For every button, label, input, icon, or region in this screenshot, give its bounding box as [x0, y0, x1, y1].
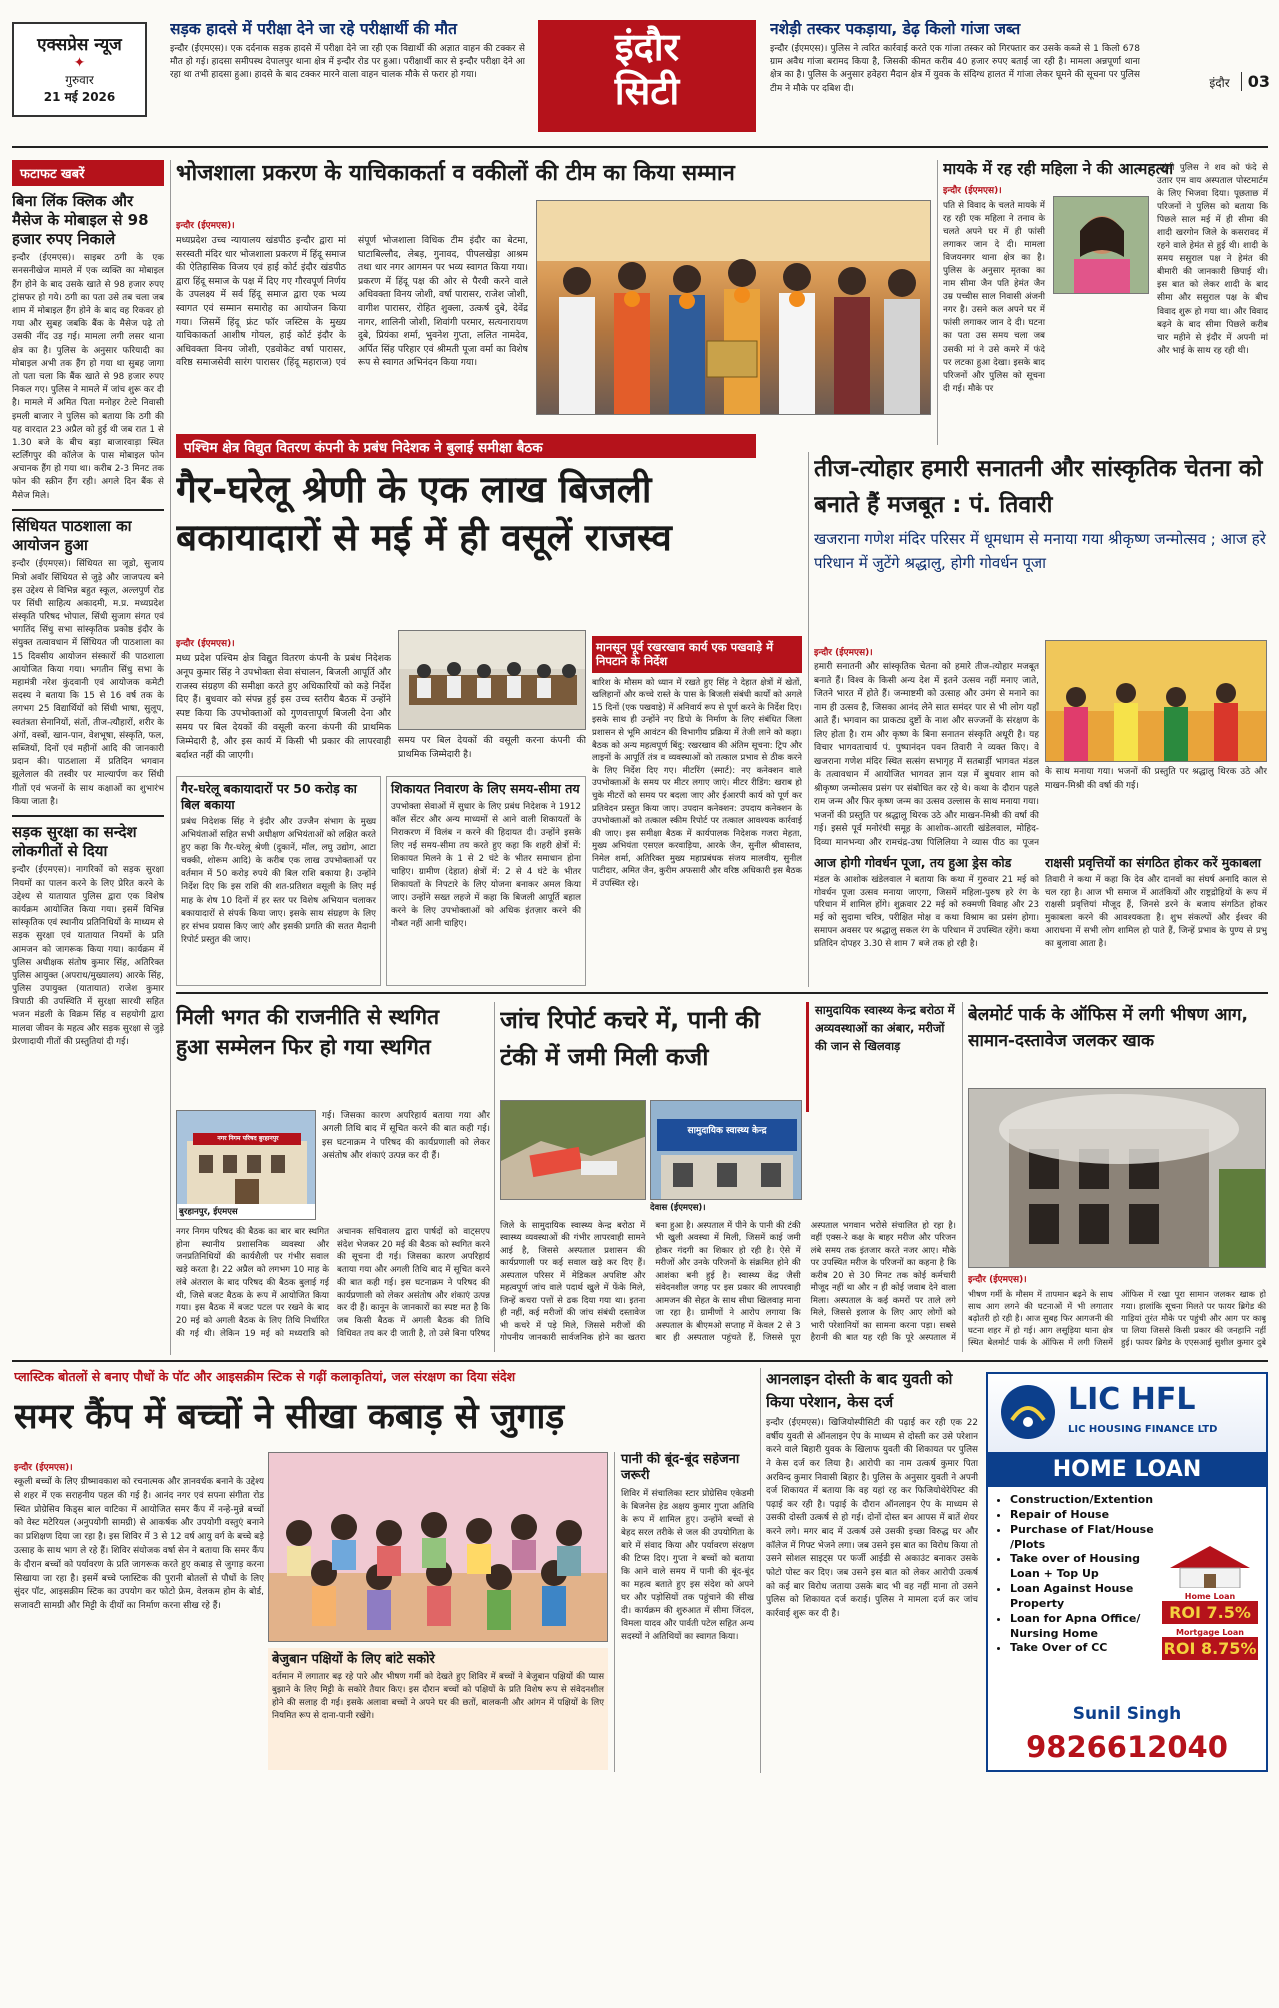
teej-text	[814, 645, 1039, 850]
summer-box	[268, 1648, 608, 1770]
bijli-box3	[592, 636, 802, 986]
bijli-intro	[176, 636, 391, 766]
fire-headline: बेलमोर्ट पार्क के ऑफिस में लगी भीषण आग, सामान-दस्तावेज जलकर खाक	[968, 1005, 1248, 1052]
summer-byline: इन्दौर (ईएमएस)।	[14, 1463, 73, 1473]
jaanch-text	[500, 1220, 956, 1355]
summer-side-title: पानी की बूंद-बूंद सहेजना जरूरी	[621, 1452, 740, 1484]
fire-byline: इन्दौर (ईएमएस)।	[968, 1275, 1027, 1285]
bijli-body: मध्य प्रदेश पश्चिम क्षेत्र विद्युत वितरण कंपनी के प्रबंध निदेशक अनूप कुमार सिंह ने उपभोक्ता सेवा संचालन, बिजली आपूर्ति और राजस्व संग्रहण की समीक्षा करते हुए अधिकारियों को कड़े निर्देश दिए हैं। बुधवार को संपन्न हुई इस उच्च स्तरीय बैठक में उन्होंने स्पष्ट किया कि उपभोक्ताओं को गुणवत्तापूर्ण बिजली देना और समय पर बिल देयकों की वसूली करना कंपनी की प्राथमिक जिम्मेदारी है, और इस कार्य में किसी भी प्रकार की लापरवाही बर्दाश्त नहीं की जाएगी।	[176, 653, 391, 761]
ad-item: • Take over of Housing Loan + Top Up	[1010, 1552, 1170, 1582]
section-flag	[538, 20, 756, 132]
bijli-kicker: पश्चिम क्षेत्र विद्युत वितरण कंपनी के प्रबंध निदेशक ने बुलाई समीक्षा बैठक	[176, 434, 756, 458]
summer-kicker-box	[14, 1368, 754, 1392]
bijli-box2	[386, 776, 586, 986]
ad-item: • Loan Against House Property	[1010, 1582, 1170, 1612]
ad-item: • Loan for Apna Office/ Nursing Home	[1010, 1612, 1170, 1642]
municipal-building-photo	[176, 1110, 316, 1220]
teej-headline: तीज-त्योहार हमारी सनातनी और सांस्कृतिक चेतना को बनाते हैं मजबूत : पं. तिवारी	[814, 456, 1263, 518]
teej-body-cont: के साथ मनाया गया। भजनों की प्रस्तुति पर श्रद्धालु थिरक उठे और माखन-मिश्री की वर्षा की गई।	[1045, 767, 1267, 791]
brand-name: एक्सप्रेस न्यूज	[37, 35, 122, 55]
health-centre-photo	[650, 1100, 802, 1200]
section-title-line1: इंदौर	[614, 25, 680, 69]
summer-kicker: प्लास्टिक बोतलों से बनाए पौधों के पॉट और आइसक्रीम स्टिक से गढ़ीं कलाकृतियां, जल संरक्षण का दिया संदेश	[14, 1369, 516, 1384]
fatafat-body-3: इन्दौर (ईएमएस)। नागरिकों को सड़क सुरक्षा नियमों का पालन करने के लिए प्रेरित करने के उद्देश्य से यातायात पुलिस द्वारा एक विशेष कार्यक्रम आयोजित किया गया। इसमें विभिन्न सांस्कृतिक एवं स्थानीय प्रतिनिधियों के माध्यम से सड़क सुरक्षा एवं यातायात नियमों के प्रति आमजन को जागरूक किया गया। कार्यक्रम में पुलिस अधीक्षक संतोष कुमार सिंह, अतिरिक्त पुलिस आयुक्त (अपराध/मुख्यालय) आरके सिंह, पुलिस उपायुक्त (यातायात) राजेश कुमार त्रिपाठी की उपस्थिति में सुरक्षा सारथी सहित भजन मंडली के विक्रम सिंह व सहयोगी द्वारा मालवा जीवन के महत्व और सड़क सुरक्षा से जुड़े प्रेरणादायी गीतों की प्रस्तुतियां दी गई।	[12, 865, 164, 1047]
top-right-body: इन्दौर (ईएमएस)। पुलिस ने त्वरित कार्रवाई करते एक गांजा तस्कर को गिरफ्तार कर उसके कब्जे से 1 किलो 678 ग्राम अवैध गांजा बरामद किया है, जिसकी कीमत करीब 40 हजार रुपए बताई जा रही है। मामला अन्नपूर्णा थाना क्षेत्र का है। पुलिस के अनुसार हवेहरा मैदान क्षेत्र में युवक के संदिग्ध हालत में गांजा लेकर घूमने की सूचना पर पुलिस टीम ने मौके पर दबिश दी।	[770, 44, 1140, 94]
masthead-rule	[12, 146, 1268, 148]
mili-caption: बुरहानपुर, ईएमएस	[177, 1204, 316, 1219]
bhojshala-headline-box	[176, 160, 931, 190]
jaanch-side-head: सामुदायिक स्वास्थ्य केन्द्र बरोठा में अव्यवस्थाओं का अंबार, मरीजों की जान से खिलवाड़	[815, 1003, 955, 1053]
fire-headline-box	[968, 1002, 1268, 1082]
top-left-story	[170, 20, 525, 130]
fatafat-body-1: इन्दौर (ईएमएस)। साइबर ठगी के एक सनसनीखेज मामले में एक व्यक्ति का मोबाइल हैंग होने के बाद उसके खाते से 98 हजार रुपए ट्रांसफर हो गये। ठगी का पता उसे तब चला जब शाम में मोबाइल हैंग होने के बाद वह रिकवर हो गया और सुबह जबकि बैंक के मैसेज पढ़े तो उसकी नींद उड़ गई। मामला लगी लसर थाना क्षेत्र का है। पुलिस के अनुसार फरियादी का मोबाइल अभी तक हैंग हो गया था सुबह जागा तो पता चला कि बैंक खाते से 98 हजार रुपए निकल गए। पुलिस ने मामले में जांच शुरू कर दी है। मामले में अमित पिता मनोहर टेल्टे निवासी इमली बाजार ने पुलिस को बताया कि ठगी की यह वारदात 23 अप्रैल को हुई थी जब रात 1 से 1.30 बजे के बीच बड़ा बाजारवाड़ा स्थित स्टर्लिंगपुर की कॉलेज के पास मोबाइल फोन अचानक हैंग हो गया था। करीब 2-3 मिनट तक फोन की स्क्रीन हैंग रही। अगले दिन बैंक से मैसेज मिले।	[12, 253, 164, 501]
teej-sub1-body: मंडल के आशोक खंडेलवाल ने बताया कि कथा में गुरुवार 21 मई को गोवर्धन पूजा उत्सव मनाया जाएगा, जिसमें महिला-पुरुष हरे रंग के परिधान में शामिल होंगे। शुक्रवार 22 मई को रुक्मणी विवाह और 23 मई को सुदामा चरित्र, परीक्षित मोक्ष व कथा विश्राम का प्रसंग होगा। समापन अवसर पर श्रद्धालु सकल रंग के परिधान में उपस्थित रहेंगे। कथा प्रतिदिन दोपहर 3.30 से शाम 7 बजे तक हो रही है।	[814, 874, 1039, 949]
bijli-byline: इन्दौर (ईएमएस)।	[176, 639, 235, 649]
teej-sub2	[1045, 855, 1267, 987]
municipal-sign-text: नगर निगम परिषद बुरहानपुर	[217, 1135, 279, 1142]
bijli-box1-body: प्रबंध निदेशक सिंह ने इंदौर और उज्जैन संभाग के मुख्य अभियंताओं सहित सभी अधीक्षण अभियंताओं को लक्षित करते हुए कहा कि गैर-घरेलू श्रेणी (दुकानें, मॉल, लघु उद्योग, आटा चक्की, शोरूम आदि) के करीब एक लाख उपभोक्ताओं पर वर्तमान में 50 करोड़ रुपये की बिल राशि बकाया है। उन्होंने निर्देश दिए कि इस राशि की शत-प्रतिशत वसूली के लिए मई माह के शेष 10 दिनों में हर स्तर पर विशेष अभियान चलाकर बकायादारों से संपर्क किया जाए। इसके साथ संग्रहण के लिए हर संभव प्रयास किए जाएं और इसकी प्रगति की सतत मैदानी रिपोर्ट प्रस्तुत की जाए।	[181, 817, 376, 945]
teej-byline: इन्दौर (ईएमएस)।	[814, 648, 873, 658]
bijli-body-cont: समय पर बिल देयकों की वसूली करना कंपनी की प्राथमिक जिम्मेदारी है।	[398, 735, 586, 760]
top-left-headline: सड़क हादसे में परीक्षा देने जा रहे परीक्षार्थी की मौत	[170, 20, 457, 38]
woman-portrait-photo	[1053, 196, 1149, 294]
ad-item: • Purchase of Flat/House /Plots	[1010, 1523, 1170, 1553]
section-title-line2: सिटी	[614, 68, 680, 113]
suicide-headline: मायके में रह रही महिला ने की आत्महत्या	[943, 160, 1174, 178]
top-right-story	[770, 20, 1140, 130]
top-right-headline: नशेड़ी तस्कर पकड़ाया, डेढ़ किलो गांजा जब्त	[770, 20, 1021, 38]
mili-text	[176, 1226, 490, 1356]
summer-body: स्कूली बच्चों के लिए ग्रीष्मावकाश को रचनात्मक और ज्ञानवर्धक बनाने के उद्देश्य से शहर में एक सराहनीय पहल की गई है। आनंद नगर एवं सपना संगीता रोड स्थित प्रोग्रेसिव किड्स बाल वाटिका में आयोजित समर कैंप में नन्हे-मुन्ने बच्चों को वेस्ट मटेरियल (अनुपयोगी सामग्री) से आकर्षक और उपयोगी वस्तुएं बनाने का प्रशिक्षण दिया जा रहा है। इस शिविर में 3 से 12 वर्ष आयु वर्ग के बच्चे बड़े उत्साह के साथ भाग ले रहे हैं। शिविर संयोजक वर्षा सेन ने बताया कि समर कैंप के दौरान बच्चों को पर्यावरण के प्रति जागरूक करते हुए कबाड़ से जुगाड़ करना सिखाया जा रहा है। इसमें बच्चे प्लास्टिक की पुरानी बोतलों से पौधों के लिए सुंदर पॉट, आइसक्रीम स्टिक का उपयोग कर फोटो फ्रेम, वेलकम होम के बोर्ड, सजावटी सामग्री और मिट्टी के दीयों का निर्माण करना सीख रहे हैं।	[14, 1477, 264, 1612]
brand-ornament: ✦	[73, 55, 86, 71]
house-icon	[1162, 1542, 1258, 1588]
ad-item: • Construction/Extention	[1010, 1493, 1170, 1508]
ad-header	[988, 1374, 1266, 1452]
summer-camp-photo	[268, 1452, 608, 1642]
teej-headline-box	[814, 452, 1269, 642]
teej-body: हमारी सनातनी और सांस्कृतिक चेतना को हमारे तीज-त्योहार मजबूत बनाते हैं। विश्व के किसी अन्य देश में इतने उत्सव नहीं मनाए जाते, जितने भारत में होते हैं। जन्माष्टमी को उत्साह और उमंग से मनाने का नाम ही उत्सव है, जिसका आनंद लेने सात समंदर पार से भी लोग यहाँ आते हैं। भगवान का प्राकट्य दुष्टों के नाश और सज्जनों के संरक्षण के लिए होता है। राम और कृष्ण के बिना सनातन संस्कृति अधूरी है। यह विचार भागवताचार्य पं. पुष्पानंदन पवन तिवारी ने व्यक्त किए। वे खजराना गणेश मंदिर स्थित सत्संग सभागृह में सतबार्ड़ी भागवत मंडल के तत्वावधान में आयोजित भागवत ज्ञान यज्ञ में बुधवार शाम को श्रीकृष्ण जन्मोत्सव प्रसंग पर संबोधित कर रहे थे। कथा के दौरान पहले राम जन्म और फिर कृष्ण जन्म का उत्सव उल्लास के साथ मनाया गया। भजनों की प्रस्तुति पर श्रद्धालु थिरक उठे और माखन-मिश्री की वर्षा की गई। इससे पूर्व मनोरंथी समूह के आशोक-आरती खंडेलवाल, मोहिद-दिव्या मानभन्या और रामचंद्र-उषा पिलिलिया ने व्यास पीठ का पूजन	[814, 662, 1039, 848]
fatafat-headline-2: सिंधियत पाठशाला का आयोजन हुआ	[12, 516, 132, 554]
devotees-photo	[1045, 640, 1267, 762]
bijli-box2-title: शिकायत निवारण के लिए समय-सीमा तय	[391, 781, 580, 796]
ad-item: • Repair of House	[1010, 1508, 1170, 1523]
friend-story	[766, 1368, 978, 1768]
fatafat-column	[12, 160, 164, 1355]
bijli-box1	[176, 776, 381, 986]
page-number-area	[1160, 72, 1270, 96]
teej-sub2-title: राक्षसी प्रवृत्तियों का संगठित होकर करें मुकाबला	[1045, 855, 1261, 870]
city-label: इंदौर	[1209, 76, 1230, 90]
suicide-body-a: पति से विवाद के चलते मायके में रह रही एक महिला ने तनाव के चलते अपने घर में ही फांसी लगाकर जान दे दी। मामला विजयनगर थाना क्षेत्र का है। पुलिस के अनुसार मृतका का नाम सीमा जैन पति हेमंत जैन उम्र पच्चीस साल निवासी अंजनी नगर है। उसने कल अपने घर में फांसी लगाकर जान दे दी। घटना का पता उस समय चला जब उसकी मां ने उसे कमरे में फंदे पर लटका हुआ देखा। इसके बाद परिजनों और पुलिस को सूचना दी गई। मौके पर	[943, 201, 1045, 394]
bhojshala-photo	[536, 200, 931, 415]
ad-brand-sub: LIC HOUSING FINANCE LTD	[1068, 1424, 1218, 1435]
rate-badge-home	[1162, 1542, 1258, 1660]
garbage-photo	[500, 1100, 646, 1200]
bijli-headline-box	[176, 466, 756, 586]
ad-item: • Take Over of CC	[1010, 1641, 1170, 1656]
fatafat-tag: फटाफट खबरें	[12, 160, 164, 186]
bijli-box2-body: उपभोक्ता सेवाओं में सुधार के लिए प्रबंध निदेशक ने 1912 कॉल सेंटर और अन्य माध्यमों से आने वाली शिकायतों के निराकरण में विलंब न करने की हिदायत दी। उन्होंने इसके लिए नई समय-सीमा तय करते हुए कहा कि शहरी क्षेत्रों में: शिकायत मिलने के 1 से 2 घंटे के भीतर समाधान होना चाहिए। ग्रामीण (देहात) क्षेत्रों में: 2 से 4 घंटे के भीतर शिकायतों के निपटारे के लिए योजना बनाकर अमल किया जाए। उन्होंने सख्त लहजे में कहा कि बिजली आपूर्ति बहाल करने के लिए उपभोक्ताओं को अधिक इंतज़ार करने की नौबत नहीं आनी चाहिए।	[391, 801, 581, 930]
suicide-byline: इन्दौर (ईएमएस)।	[943, 186, 1002, 197]
summer-headline: समर कैंप में बच्चों ने सीखा कबाड़ से जुगाड़	[14, 1397, 565, 1437]
bhojshala-byline: इन्दौर (ईएमएस)।	[176, 221, 235, 231]
rate2-label: Mortgage Loan	[1176, 1628, 1244, 1637]
mili-body-top: गई। जिसका कारण अपरिहार्य बताया गया और अगली तिथि बाद में सूचित करने की बात कही गई। इस घटनाक्रम ने परिषद की कार्यप्रणाली को लेकर असंतोष और शंकाएं उत्पन्न कर दी हैं।	[322, 1111, 490, 1162]
summer-box-title: बेजुबान पक्षियों के लिए बांटे सकोरे	[272, 1652, 435, 1667]
page-number: 03	[1241, 72, 1270, 91]
bhojshala-headline: भोजशाला प्रकरण के याचिकाकर्ता व वकीलों की टीम का किया सम्मान	[176, 161, 735, 186]
fatafat-body-2: इन्दौर (ईएमएस)। सिंधियत सा जूडो, सुजाय मित्रो अवॉर सिंधियत से जुड़े और जाजपत्य बने इस उद्देश्य से विभिन्न बहुत स्कूल, अल्लपुर्ण रोड पर सिंधी साहित्य अकादमी, म.प्र. मध्यप्रदेश संस्कृति परिषद भोपाल, सिंधी सुजाग संगत एवं भगतिंद सिंधु सभा सांस्कृतिक प्रकोष्ठ इंदौर के संयुक्त तत्वावधान में सिंधियत जी पाठशाला का 15 दिवसीय आयोजन संस्कारों की पाठशाला आयोजित किया गया। भगतीन सिंधु सभा के महामंत्री नरेश कुंदवानी एवं आयोजक कमेटी सदस्य ने बताया कि 15 से 16 वर्ष तक के लगभग 25 विद्यार्थियों को सिंधी भाषा, सुलूप, स्वतंत्रता सेनानियों, संतों, तीज-त्यौहारों, शरीर के अंगों, वस्त्रों, खान-पान, वेशभूषा, संस्कृति, फल, सब्जियों, दिनों एवं महीनों आदि की जानकारी प्रदान की। पाठशाला में प्रतिदिन भगवान झूलेलाल की तस्वीर पर माल्यार्पण कर सिंधी गीतों एवं भजनों के साथ कक्षाओं का शुभारंभ किया जाता है।	[12, 559, 164, 807]
top-left-body: इन्दौर (ईएमएस)। एक दर्दनाक सड़क हादसे में परीक्षा देने जा रही एक विद्यार्थी की अज्ञात वाहन की टक्कर से मौत हो गई। हादसा समीपस्थ देपालपुर थाना क्षेत्र में इन्दौर रोड पर हुआ। परीक्षार्थी कार से इन्दौर परीक्षा देने आ रहा था तभी हादसा हुआ। हादसे के बाद टक्कर मारने वाला वाहन चालक मौके से फरार हो गया।	[170, 44, 525, 81]
bijli-box3-body: बारिश के मौसम को ध्यान में रखते हुए सिंह ने देहात क्षेत्रों में खेतों, खलिहानों और कच्चे रास्ते के पास के बिजली संबंधी कार्यों को अगले 15 दिनों (एक पखवाड़े) में अनिवार्य रूप से पूर्ण करने के निर्देश दिए। इसके साथ ही उन्होंने नए डिपो के निर्माण के लिए संबंधित जिला प्रशासन से भूमि आवंटन की विभागीय प्रक्रिया में तेजी लाने को कहा। बैठक को अन्य महत्वपूर्ण बिंदु: रखरखाव की अंतिम सूचना: ट्रिप और लाइनों के आपूर्ति तंत्र व व्यवस्थाओं को तत्काल प्रभाव से ठीक करने के लिए निर्देश दिए गए। मीटरिंग (स्मार्ट): नए कनेक्शन वाले उपभोक्ताओं के समय पर मीटर लगाए जाएं। मीटर रीडिंग: खराब हो चुके मीटरों को समय पर बदला जाए और ईआरपी कार्य को पूर्ण कर प्रतिवेदन प्रस्तुत किया जाए। उपदान कनेक्शन: उपदाय कनेक्शन के उपभोक्ताओं को तत्काल स्कीम रिपोर्ट पर तत्काल आवश्यक कार्रवाई की जाए। इस समीक्षा बैठक में कार्यपालक निदेशक गजरा मेहता, मुख्य अभियंता एसएल करवाड़िया, आरके जैन, सुनील श्रीवास्तव, निमेल शर्मा, अतिरिक्त मुख्य महाप्रबंधक संजय मालवीय, सुनील पाटीदार, अमित जैन, कुरीम अफसारी और वरिष्ठ अधिकारी इस बैठक में उपस्थित रहे।	[592, 677, 802, 889]
lic-logo-icon	[998, 1382, 1058, 1442]
teej-deck: खजराना गणेश मंदिर परिसर में धूमधाम से मनाया गया श्रीकृष्ण जन्मोत्सव ; आज हरे परिधान में जुटेंगे श्रद्धालु, होगी गोवर्धन पूजा	[814, 530, 1266, 573]
fatafat-headline-1: बिना लिंक क्लिक और मैसेज के मोबाइल से 98 हजार रुपए निकाले	[12, 192, 149, 248]
jaanch-caption: देवास (ईएमएस)।	[650, 1203, 706, 1213]
lic-hfl-ad[interactable]	[986, 1372, 1268, 1772]
teej-sub1	[814, 855, 1039, 987]
friend-headline: आनलाइन दोस्ती के बाद युवती को किया परेशान, केस दर्ज	[766, 1370, 953, 1411]
bhojshala-body: मध्यप्रदेश उच्च न्यायालय खंडपीठ इन्दौर द्वारा मां सरस्वती मंदिर धार भोजशाला प्रकरण में हिंदू समाज की ऐतिहासिक विजय एवं हाई कोर्ट इंदौर खंडपीठ द्वारा हिंदू समाज के पक्ष में दिए गए गौरवपूर्ण निर्णय के उपलक्ष्य में सर्व हिंदू समाज द्वारा एक भव्य स्वागत एवं सम्मान समारोह का आयोजन किया गया। जिसमें हिंदू फ्रंट फॉर जस्टिस के मुख्य याचिकाकर्ता आशीष गोयल, हाई कोर्ट इंदौर के अधिवक्ता विनय जोशी, एडवोकेट वर्षा पारासर, वरिष्ठ समाजसेवी सारंग पारासर (हिंदू महाराज) एवं संपूर्ण भोजशाला विधिक टीम इंदौर का बेटमा, घाटाबिल्लौद, लेबड़, गुनावद, पीपलखेड़ा आश्रम तथा धार नगर आगमन पर भव्य स्वागत किया गया। प्रकरण में हिंदू पक्ष की ओर से पैरवी करने वाले अधिवक्ता विनय जोशी, वर्षा पारासर, राजेश जोशी, वागीश पारासर, रोहित शुक्ला, उत्कर्ष दुबे, देवेंद्र नागर, शालिनी जोशी, शिवांगी परमार, सत्यनारायण दुबे, प्रियंका शर्मा, भुवनेश गुप्ता, ललित नामदेव, अर्पित सिंह परिहार एवं श्रीमती पूजा वर्मा का विशेष रूप से स्वागत अभिनंदन किया गया।	[176, 235, 528, 369]
suicide-story	[943, 160, 1268, 450]
fire-photo	[968, 1088, 1266, 1268]
health-centre-sign: सामुदायिक स्वास्थ्य केन्द्र	[687, 1126, 767, 1136]
summer-side	[614, 1452, 754, 1772]
ad-contact-name: Sunil Singh	[1072, 1704, 1182, 1724]
ad-title: HOME LOAN	[988, 1452, 1266, 1487]
issue-day: गुरुवार	[65, 73, 94, 87]
ad-brand: LIC HFL	[1068, 1382, 1196, 1417]
mili-headline-box	[176, 1002, 476, 1102]
ad-services-list	[988, 1493, 1170, 1656]
summer-text	[14, 1460, 264, 1760]
ad-phone[interactable]: 9826612040	[1026, 1730, 1228, 1764]
suicide-body-b: पहुंची पुलिस ने शव को फंदे से उतार एम वाय अस्पताल पोस्टमार्टम के लिए भिजवा दिया। पूछताछ में परिजनों ने पुलिस को बताया कि पिछले साल मई में ही सीमा की शादी खरगोन जिले के कसरावद में रहने वाले हेमंत से हुई थी। शादी के समय ससुराल पक्ष ने हेमंत की बीमारी की जानकारी छिपाई थी। इस बात को लेकर शादी के बाद सीमा और ससुराल पक्ष के बीच विवाद शुरू हो गया था। और विवाद बढ़ने के बाद सीमा पिछले करीब चार महीने से इंदौर में अपनी मां और भाई के साथ रह रही थी।	[1157, 163, 1268, 356]
mili-headline: मिली भगत की राजनीति से स्थगित हुआ सम्मेलन फिर हो गया स्थगित	[176, 1005, 440, 1060]
rate1-value: ROI 7.5%	[1162, 1601, 1258, 1624]
rate2-value: ROI 8.75%	[1163, 1639, 1257, 1658]
summer-side-body: शिविर में संचालिका स्टार प्रोग्रेसिव एकेडमी के बिजनेस हेड अक्षय कुमार गुप्ता अतिथि के रूप में शामिल हुए। उन्होंने बच्चों से बेहद सरल तरीके से जल की उपयोगिता के बारे में संवाद किया और पर्यावरण संरक्षण की टिप्स दिए। गुप्ता ने बच्चों को बताया कि आने वाले समय में पानी की बूंद-बूंद का महत्व बताते हुए इस संदेश को अपने घर और पड़ोसियों तक पहुंचाने की सीख दी। कार्यक्रम की शुरुआत में सीमा जिंदल, विमला यादव और पार्वती पटेल सहित अन्य सदस्यों ने अतिथियों का स्वागत किया।	[621, 1488, 754, 1643]
jaanch-headline-box	[500, 1002, 800, 1097]
rate1-label: Home Loan	[1184, 1592, 1236, 1601]
bijli-box1-title: गैर-घरेलू बकायादारों पर 50 करोड़ का बिल बकाया	[181, 781, 357, 812]
felicitation-group-illustration	[537, 201, 931, 415]
jaanch-caption-box	[650, 1202, 802, 1216]
bhojshala-text	[176, 218, 528, 423]
jaanch-headline: जांच रिपोर्ट कचरे में, पानी की टंकी में जमी मिली कजी	[500, 1006, 761, 1072]
teej-sub2-body: तिवारी ने कथा में कहा कि देव और दानवों का संघर्ष अनादि काल से चल रहा है। आज भी समाज में आतंकियों और राष्ट्रद्रोहियों के रूप में राक्षसी प्रवृत्तियां मौजूद हैं, जिनसे डरने के बजाय संगठित होकर मुकाबला करने की आवश्यकता है। शुभ संकल्पों और ईश्वर की आराधना में सभी लोग शामिल हो पाते हैं, जिन्हें प्रभाव के पुण्य से प्रभु का बुलावा आता है।	[1045, 874, 1267, 949]
jaanch-side-head-box	[806, 1002, 956, 1112]
masthead-brand-box	[12, 22, 147, 117]
bijli-box3-title: मानसून पूर्व रखरखाव कार्य एक पखवाड़े में निपटाने के निर्देश	[592, 636, 802, 673]
bijli-headline: गैर-घरेलू श्रेणी के एक लाख बिजली बकायादारों से मई में ही वसूलें राजस्व	[176, 468, 672, 560]
fire-text	[968, 1272, 1266, 1356]
jaanch-body: जिले के सामुदायिक स्वास्थ्य केन्द्र बरोठा में स्वास्थ्य व्यवस्थाओं की गंभीर लापरवाही सामने आई है, जिससे अस्पताल प्रशासन की कार्यप्रणाली पर कई सवाल खड़े कर दिए हैं। अस्पताल परिसर में मेडिकल अपशिष्ट और महत्वपूर्ण जांच वाले पदार्थ खुले में फेंके मिले, जिन्हें कचरा पत्तों से ढक दिया गया था। इतना ही नहीं, कई मरीजों की जांच संबंधी दस्तावेज भी कचरे में पड़े मिले, जिससे मरीजों की गोपनीय जानकारी सार्वजनिक होने का खतरा बना हुआ है। अस्पताल में पीने के पानी की टंकी भी खुली अवस्था में मिली, जिसमें काई जमी होकर गंदगी का शिकार हो रही है। ऐसे में मरीजों और उनके परिजनों के संक्रमित होने की आशंका बनी हुई है। स्वास्थ्य केंद्र जैसी संवेदनशील जगह पर इस प्रकार की लापरवाही आमजन की सेहत के साथ सीधा खिलवाड़ माना जा रहा है। ग्रामीणों ने आरोप लगाया कि अस्पताल के बीएमओ सप्ताह में केवल 2 से 3 बार ही अस्पताल पहुंचते हैं, जिससे पूरा अस्पताल भगवान भरोसे संचालित हो रहा है। वहीं एक्स-रे कक्ष के बाहर मरीज और परिजन लंबे समय तक इंतजार करते नजर आए। मौके पर उपस्थित मरीज के परिजनों का कहना है कि करीब 20 से 30 मिनट तक कोई कर्मचारी मौजूद नहीं था और न ही कोई जवाब देने वाला मिला। अस्पताल के कई कमरों पर ताले लगे मिले, जिससे इलाज के लिए आए लोगों को भारी परेशानियों का सामना करना पड़ा। सबसे हैरानी की बात यह रही कि पूरे अस्पताल में	[500, 1221, 956, 1344]
issue-date: 21 मई 2026	[43, 90, 116, 104]
friend-body: इन्दौर (ईएमएस)। खिजियोस्पीसिटी की पढ़ाई कर रही एक 22 वर्षीय युवती से ऑनलाइन ऐप के माध्यम से दोस्ती कर उसे परेशान करने वाले बिहारी युवक के खिलाफ युवती की शिकायत पर पुलिस ने केस दर्ज कर लिया है। आरोपी का नाम उत्कर्ष कुमार पिता अरविन्द कुमार निवासी बिहार है। पुलिस के अनुसार युवती ने अपनी दर्ज शिकायत में बताया कि वह यहां रह कर फिजियोथेरेपिस्ट की पढ़ाई कर रही है। पढ़ाई के दौरान ऑनलाइन ऐप के माध्यम से उसकी दोस्ती उत्कर्ष से हो गई। दोनों दोस्त बन आपस में बातें शेयर करने लगे। मगर बाद में उत्कर्ष उसे उसकी इच्छा विरुद्ध घर और कॉलेज में गिफ्ट भेजने लगा। जब उसने इस बात का विरोध किया तो उसने सोशल साइट्स पर फर्जी आईडी से अकाउंट बनाकर उसके फोटो पोस्ट कर दिए। जब उसने इस बात को लेकर आरोपी उत्कर्ष को कई बार विरोध जताया उसके बाद भी वह नहीं माना तो उसने पुलिस को शिकायत दर्ज कराई। पुलिस ने मामला दर्ज कर जांच कार्रवाई शुरू कर दी है।	[766, 1418, 978, 1619]
teej-sub1-title: आज होगी गोवर्धन पूजा, तय हुआ ड्रेस कोड	[814, 855, 1012, 870]
meeting-photo	[398, 630, 586, 730]
summer-box-body: वर्तमान में लगातार बढ़ रहे पारे और भीषण गर्मी को देखते हुए शिविर में बच्चों ने बेजुबान पक्षियों की प्यास बुझाने के लिए मिट्टी के सकोरे तैयार किए। इस दौरान बच्चों को पक्षियों के प्रति विशेष रूप से संवेदनशील होने की सलाह दी गई। इसके अलावा बच्चों ने अपने घर की छतों, बालकनी और आंगन में पक्षियों के लिए नियमित रूप से दाना-पानी रखेंगे।	[272, 1672, 604, 1721]
summer-headline-box	[14, 1396, 754, 1451]
fire-body: भीषण गर्मी के मौसम में तापमान बढ़ने के साथ साथ आग लगने की घटनाओं में भी लगातार बढ़ोतरी हो रही है। आज सुबह फिर आगजनी की घटना शहर में हो गई। आग लसूड़िया थाना क्षेत्र स्थित बेलमोर्ट पार्क के ऑफिस में लगी जिसमें ऑफिस में रखा पूरा सामान जलकर खाक हो गया। हालांकि सूचना मिलते पर फायर ब्रिगेड की गाड़ियां तुरंत मौके पर पहुंची और आग पर काबू पा लिया जिससे किसी प्रकार की जनहानि नहीं हुई। फायर ब्रिगेड के एएसआई सुशील कुमार दुबे	[968, 1289, 1266, 1348]
mili-body: नगर निगम परिषद की बैठक का बार बार स्थगित होना स्थानीय प्रशासनिक व्यवस्था और जनप्रतिनिधियों की कार्यशैली पर गंभीर सवाल खड़े करता है। 22 अप्रैल को लगभग 10 माह के लंबे अंतराल के बाद परिषद की बैठक बुलाई गई थी, जिसे बजट बैठक के रूप में आयोजित किया गया। इस बैठक में बजट पटल पर रखने के बाद 20 मई को अगली बैठक के लिए तिथि निर्धारित की गई थी। लेकिन 19 मई को मध्यरात्रि को अचानक सचिवालय द्वारा पार्षदों को वाट्सएप संदेश भेजकर 20 मई की बैठक को स्थगित करने की सूचना दी गई। जिसका कारण अपरिहार्य बताया गया और अगली तिथि बाद में सूचित करने की बात कही गई। इस घटनाक्रम ने परिषद की कार्यप्रणाली को लेकर असंतोष और शंकाएं उत्पन्न कर दी हैं। कानून के जानकारों का स्पष्ट मत है कि जब किसी बैठक में अगली बैठक की तिथि विधिवत तय कर दी जाती है, तो उसे बिना परिषद	[176, 1227, 490, 1339]
fatafat-headline-3: सड़क सुरक्षा का सन्देश लोकगीतों से दिया	[12, 822, 137, 860]
